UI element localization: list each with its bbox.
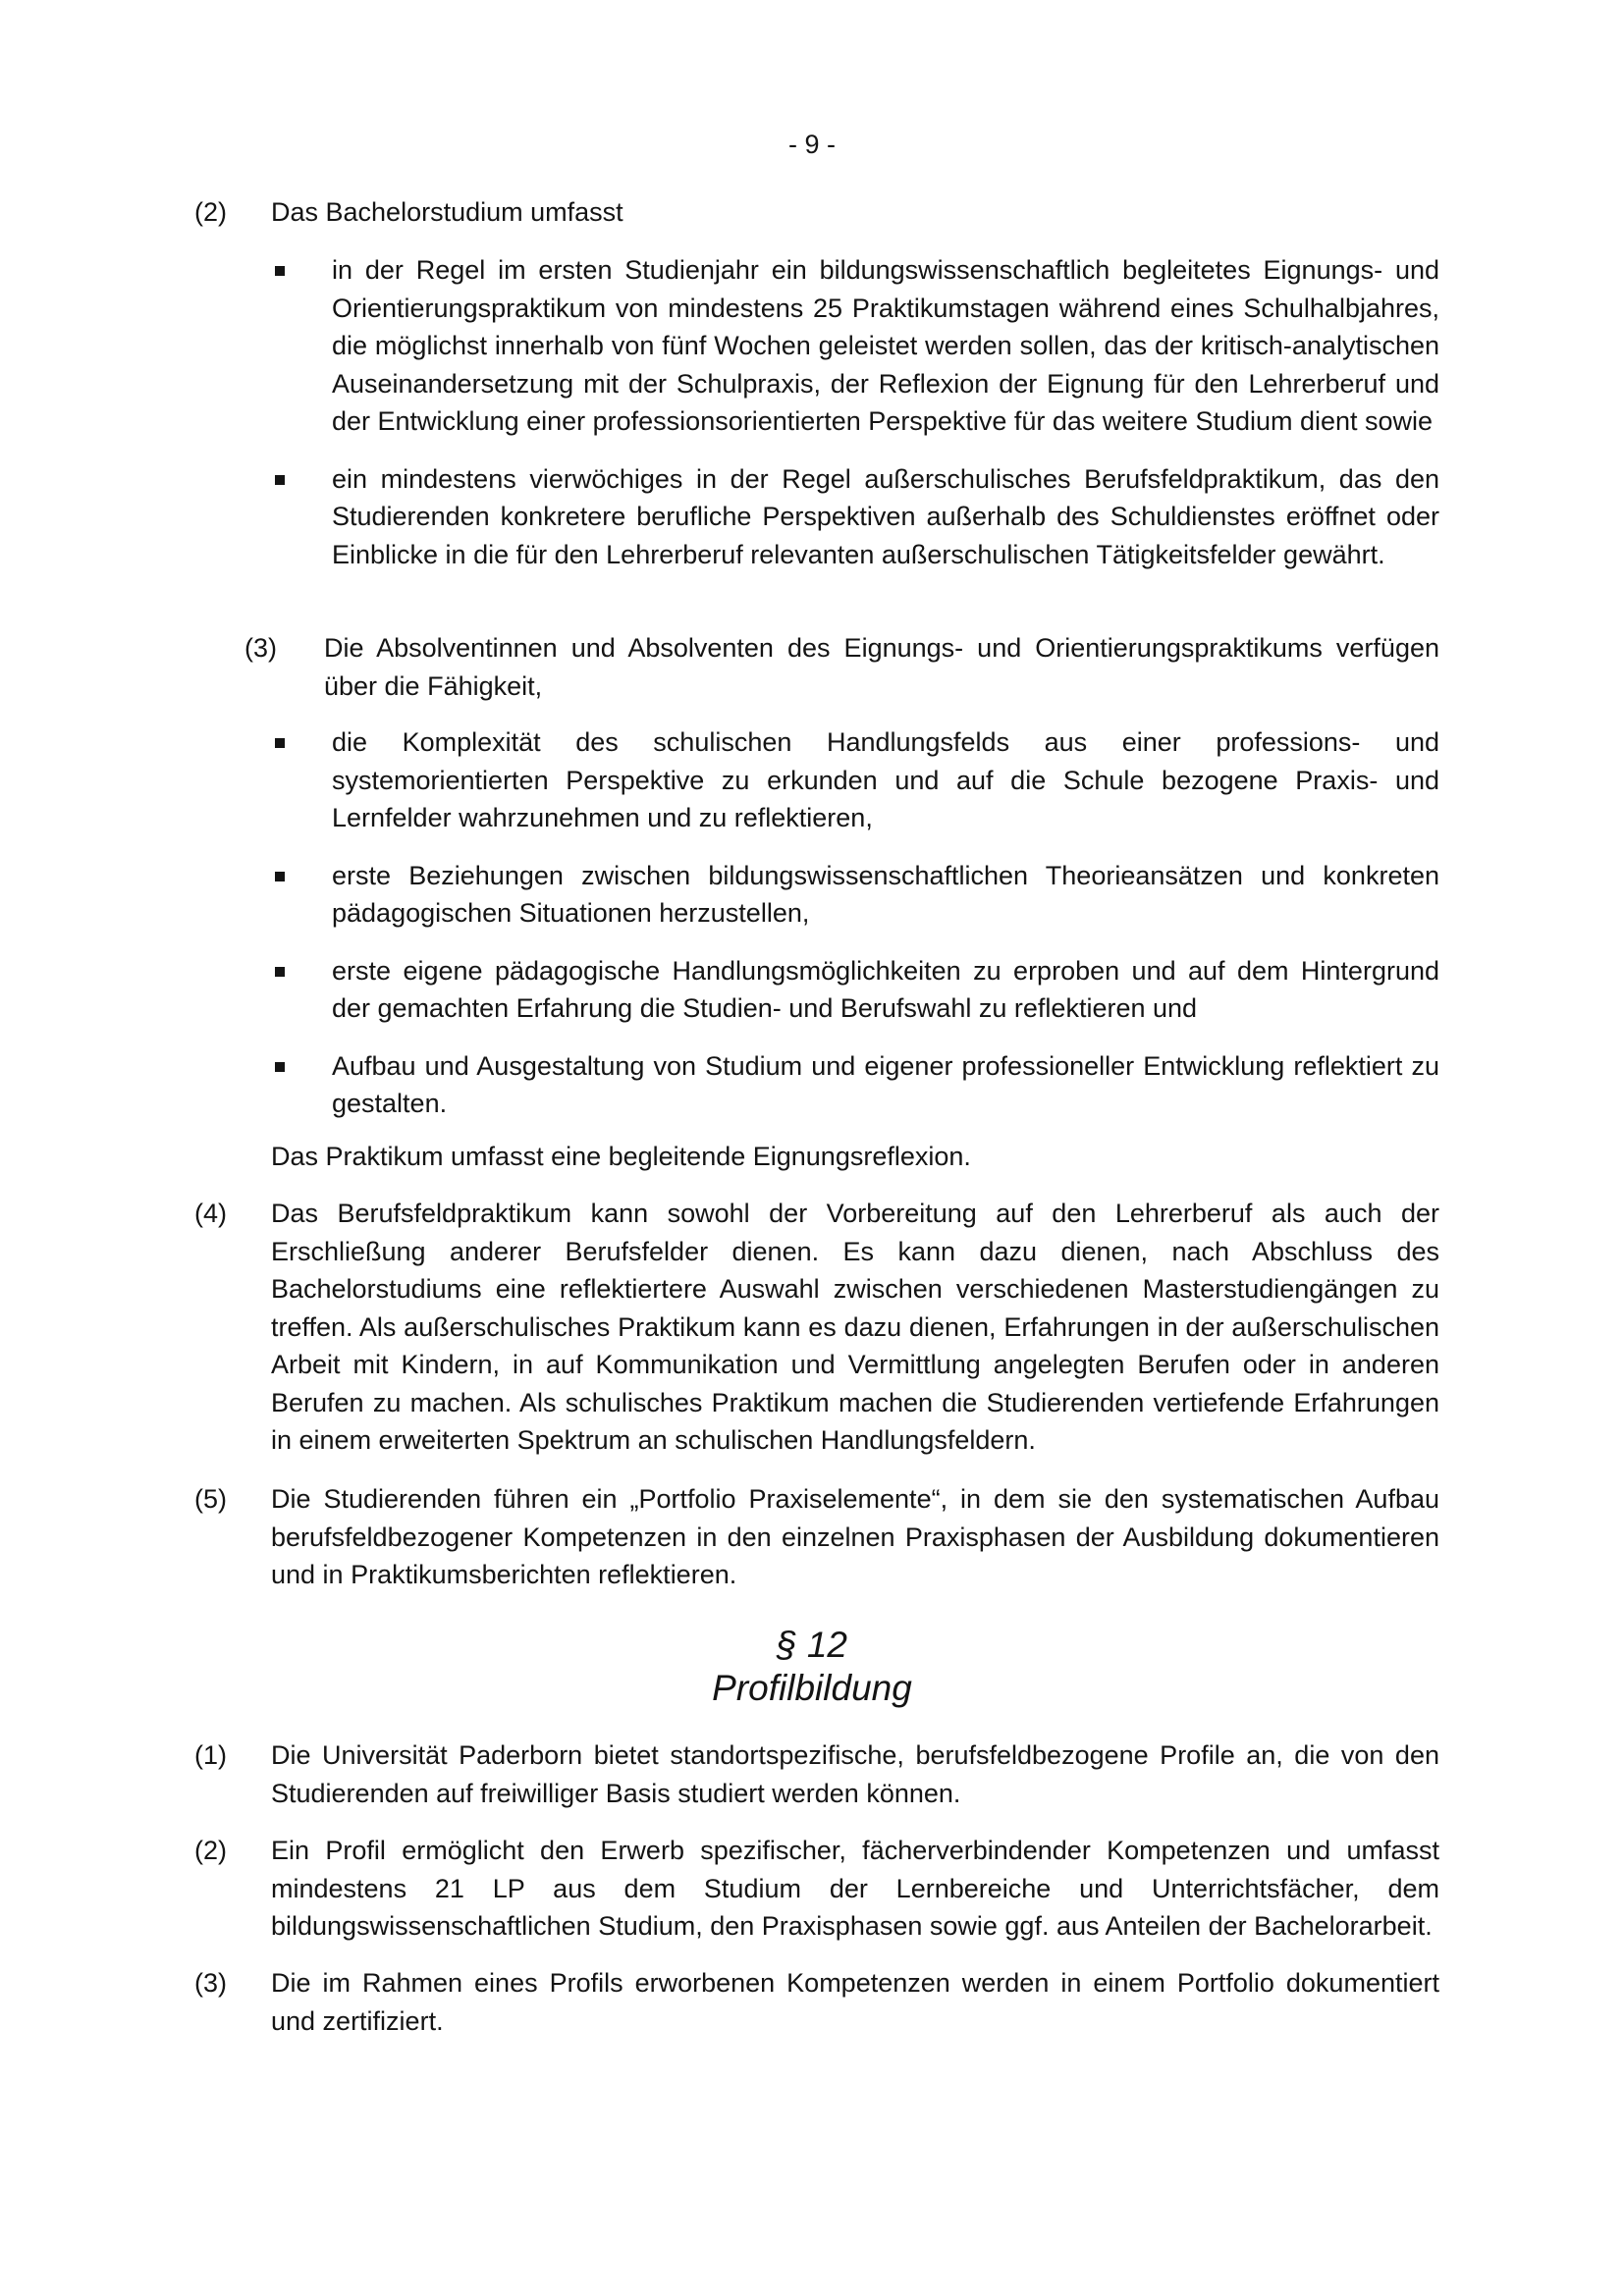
- paragraph-number: (3): [194, 1968, 227, 1998]
- paragraph-text: Das Berufsfeldpraktikum kann sowohl der Vorbereitung auf den Lehrerberuf als auch der Erschließung anderer Berufsfelder dienen. Es kann dazu dienen, nach Abschluss des Bachelorstudiums eine reflektiertere Auswahl zwischen verschiedenen Masterstudiengängen zu treffen. Als außerschulisches Praktikum kann es dazu dienen, Erfahrungen in der außerschulischen Arbeit mit Kindern, in auf Kommunikation und Vermittlung angelegten Berufen oder in anderen Berufen zu machen. Als schulisches Praktikum machen die Studierenden vertiefende Erfahrungen in einem erweiterten Spektrum an schulischen Handlungsfeldern.: [271, 1199, 1439, 1455]
- bullet-text: Aufbau und Ausgestaltung von Studium und eigener professioneller Entwicklung reflektiert zu gestalten.: [332, 1050, 1439, 1118]
- paragraph-number: (4): [194, 1199, 227, 1228]
- paragraph-3-bullet-list: [194, 723, 1439, 1143]
- bullet-square-icon: [275, 738, 285, 748]
- bullet-text: in der Regel im ersten Studienjahr ein bildungswissenschaftlich begleitetes Eignungs- und Orientierungspraktikum von mindestens 25 Praktikumstagen während eines Schulhalbjahres, die möglichst innerhalb von fünf Wochen geleistet werden sollen, das der kritisch-analytischen Auseinandersetzung mit der Schulpraxis, der Reflexion der Eignung für den Lehrerberuf und der Entwicklung einer professionsorientierten Perspektive für das weitere Studium dient sowie: [332, 255, 1439, 436]
- paragraph-3-closing: Das Praktikum umfasst eine begleitende Eignungsreflexion.: [271, 1142, 971, 1171]
- bullet-square-icon: [275, 967, 285, 977]
- paragraph-number: (2): [194, 1836, 227, 1865]
- bullet-text: ein mindestens vierwöchiges in der Regel außerschulisches Berufsfeldpraktikum, das den Studierenden konkretere berufliche Perspektiven außerhalb des Schuldienstes eröffnet oder Einblicke in die für den Lehrerberuf relevanten außerschulischen Tätigkeitsfelder gewährt.: [332, 463, 1439, 569]
- bullet-text: erste Beziehungen zwischen bildungswissenschaftlichen Theorieansätzen und konkreten pädagogischen Situationen herzustellen,: [332, 860, 1439, 928]
- paragraph-2: [194, 193, 1439, 232]
- bullet-item: [194, 952, 1439, 1028]
- paragraph-4: [194, 1195, 1439, 1460]
- paragraph-5: [194, 1480, 1439, 1594]
- bullet-item: [194, 1047, 1439, 1123]
- bullet-square-icon: [275, 872, 285, 881]
- paragraph-text: Die Universität Paderborn bietet standortspezifische, berufsfeldbezogene Profile an, die von den Studierenden auf freiwilliger Basis studiert werden können.: [271, 1740, 1439, 1808]
- paragraph-text: Ein Profil ermöglicht den Erwerb spezifischer, fächerverbindender Kompetenzen und umfasst mindestens 21 LP aus dem Studium der Lernbereiche und Unterrichtsfächer, dem bildungswissenschaftlichen Studium, den Praxisphasen sowie ggf. aus Anteilen der Bachelorarbeit.: [271, 1836, 1439, 1941]
- bullet-text: erste eigene pädagogische Handlungsmöglichkeiten zu erproben und auf dem Hintergrund der gemachten Erfahrung die Studien- und Berufswahl zu reflektieren und: [332, 955, 1439, 1023]
- section-12-paragraph-3: [194, 1964, 1439, 2040]
- bullet-item: [194, 723, 1439, 837]
- bullet-text: die Komplexität des schulischen Handlungsfelds aus einer professions- und systemorientierten Perspektive zu erkunden und auf die Schule bezogene Praxis- und Lernfelder wahrzunehmen und zu reflektieren,: [332, 727, 1439, 832]
- bullet-square-icon: [275, 266, 285, 276]
- bullet-item: [194, 251, 1439, 441]
- bullet-square-icon: [275, 475, 285, 485]
- paragraph-number: (3): [244, 633, 277, 663]
- paragraph-number: (1): [194, 1740, 227, 1770]
- paragraph-intro: Die Absolventinnen und Absolventen des Eignungs- und Orientierungspraktikums verfügen über die Fähigkeit,: [324, 633, 1439, 701]
- paragraph-text: Die Studierenden führen ein „Portfolio Praxiselemente“, in dem sie den systematischen Aufbau berufsfeldbezogener Kompetenzen in den einzelnen Praxisphasen der Ausbildung dokumentieren und in Praktikumsberichten reflektieren.: [271, 1484, 1439, 1589]
- section-12-paragraph-2: [194, 1832, 1439, 1946]
- paragraph-text: Die im Rahmen eines Profils erworbenen Kompetenzen werden in einem Portfolio dokumentiert und zertifiziert.: [271, 1968, 1439, 2036]
- paragraph-number: (2): [194, 197, 227, 227]
- paragraph-3: [194, 629, 1439, 705]
- paragraph-2-bullet-list: [194, 251, 1439, 593]
- bullet-item: [194, 857, 1439, 933]
- bullet-square-icon: [275, 1062, 285, 1072]
- bullet-item: [194, 460, 1439, 574]
- section-number: § 12: [776, 1625, 847, 1665]
- paragraph-number: (5): [194, 1484, 227, 1514]
- section-12-paragraph-1: [194, 1736, 1439, 1812]
- page-number: - 9 -: [787, 130, 836, 159]
- section-title: Profilbildung: [712, 1668, 912, 1708]
- paragraph-intro: Das Bachelorstudium umfasst: [271, 197, 623, 227]
